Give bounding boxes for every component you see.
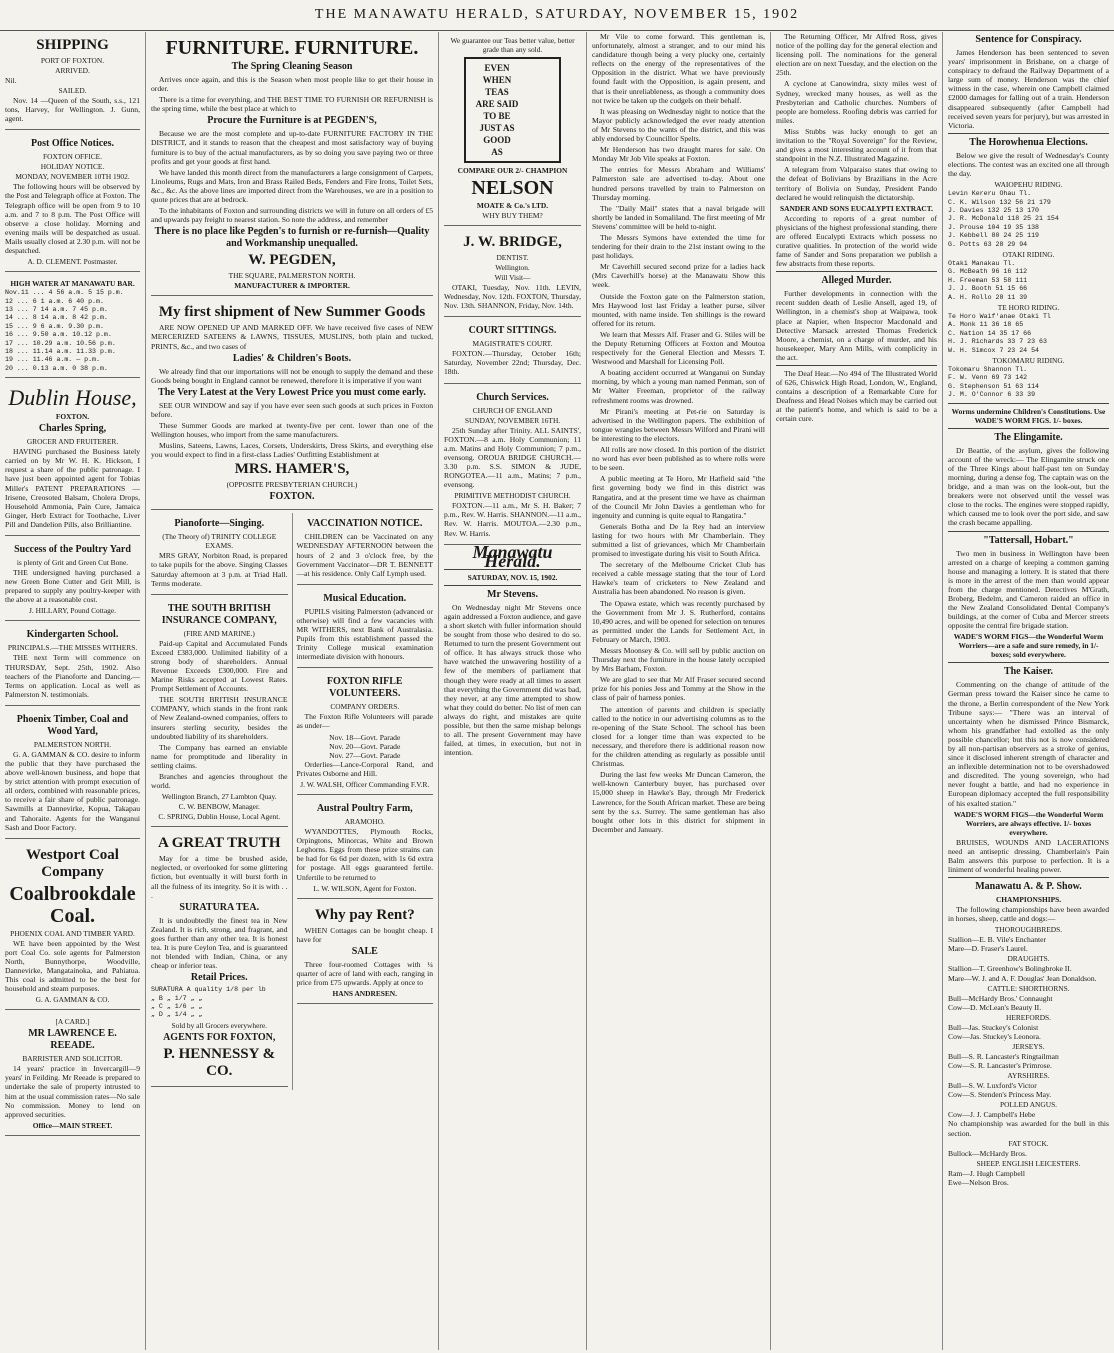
furniture-p1: Arrives once again, and this is the Season when most people like to get their house in order.: [151, 75, 433, 94]
phoenix-title: Phoenix Timber, Coal and Wood Yard,: [16, 713, 129, 737]
tide-row: 14 ... 8 14 a.m. 8 42 p.m.: [5, 314, 108, 322]
champ-row: Bull—McHardy Bros.' Connaught: [948, 993, 1053, 1003]
champ-row: JERSEYS.: [1012, 1041, 1045, 1051]
truth-title: A GREAT TRUTH: [157, 835, 281, 852]
champ-row: THOROUGHBREDS.: [994, 925, 1063, 935]
worm-ad-3: WADE'S WORM FIGS—the Wonderful Worm Worriers, are always effective. 1/- boxes everywhere.: [953, 809, 1104, 837]
champ-intro: The following championships have been awarded in horses, sheep, cattle and dogs:—: [948, 905, 1109, 924]
hamer-boots: Ladies' & Children's Boots.: [232, 352, 352, 364]
divider: [948, 662, 1109, 663]
bridge-body: OTAKI, Tuesday, Nov. 11th. LEVIN, Wednesday, Nov. 12th. FOXTON, Thursday, Nov. 13th. SHANNON, Friday, Nov. 14th.: [444, 283, 581, 311]
reeade-trade: BARRISTER AND SOLICITOR.: [22, 1054, 123, 1064]
reeade-body: 14 years' practice in Invercargill—9 years' in Feilding. Mr Reeade is prepared to undertake the sale of property intrusted to him at the usual commission rates—No sale No commission. Money to lend on approved securities.: [5, 1064, 140, 1119]
rent-sign: HANS ANDRESEN.: [332, 989, 397, 999]
rifle-orders-label: COMPANY ORDERS.: [330, 702, 400, 712]
sanders-title: SANDER AND SONS EUCALYPTI EXTRACT.: [780, 203, 933, 213]
cyclone-item: A cyclone at Canowindra, sixty miles west of Sydney, wrecked many houses, as well as the Presbyterian and Catholic churches. Numbers of people are homeless. Roofing debris was carried for miles.: [776, 79, 937, 125]
tide-row: 16 ... 9.50 a.m. 10.12 p.m.: [5, 331, 112, 339]
elingamite-title: The Elingamite.: [994, 431, 1063, 443]
insurance-body: Paid-up Capital and Accumulated Funds Exceed £383,000. Unlimited liability of a strong body of shareholders. Annual Revenue Exceeds £300,000. Fire and Marine Risks accepted at Lowest Rates. Prompt Settlement of Accounts.: [151, 638, 288, 694]
bridge-place: Wellington.: [495, 263, 530, 272]
pegden-trade: MANUFACTURER & IMPORTER.: [234, 281, 350, 291]
insurance-p2: THE SOUTH BRITISH INSURANCE COMPANY, which stands in the front rank of New Zealand-owned companies, offers to insurers sterling security, besides the undoubted liability of its shareholders.: [151, 695, 288, 741]
court-sub: MAGISTRATE'S COURT.: [472, 339, 553, 349]
rifle-body: The Foxton Rifle Volunteers will parade as under—: [296, 712, 433, 731]
dentist-ad: [444, 229, 581, 317]
agents-name: P. HENNESSY & CO.: [163, 1045, 276, 1079]
westport-sub: PHOENIX COAL AND TIMBER YARD.: [10, 928, 135, 938]
methodist-body: FOXTON.—11 a.m., Mr S. H. Baker; 7 p.m., Rev. W. Harris. SHANNON.—11 a.m., Rev. W. Harris. MOUTOA.—2.30 p.m., Rev. W. Harris.: [444, 501, 581, 538]
westport-sign: G. A. GAMMAN & CO.: [35, 995, 110, 1005]
news-item: The "Daily Mail" states that a naval brigade will shortly be landed in Somaliland. The first meeting of Mr Stevens' committee will be held to-night.: [592, 203, 765, 231]
tattersall-body: Two men in business in Wellington have been arrested on a charge of keeping a common gaming house and managing a lottery. It is stated that there is more in the arrest of the men than would appear from the charge mentioned. Detectives M'Grath, Broberg, Bedelm, and Cameron raided an office in the New Zealand Consolidated Dental Company's buildings, at the corner of Cuba and Mercer streets opposite the central fire brigade station.: [948, 548, 1109, 631]
hamer-place: FOXTON.: [269, 491, 315, 503]
leader-body: On Wednesday night Mr Stevens once again addressed a Foxton audience, and gave a short sketch with fuller information should be sought from those who desired to do so. Returned to turn the present Government out of office. It has always struck those who have watched the unwavering hostility of a few of the members of parliament that though they were ready at all times to assert that everything the Government did was bad, they never, at any time attempted to show what they could do better. No list of men can always do right, and mistakes are quite possible, but then the same mishap belongs to all. The present Government may have failed, at times, in execution, but not in intention.: [444, 602, 581, 758]
election-row: A. H. Rollo 28 11 39: [948, 293, 1028, 301]
election-row: H. J. Richards 33 7 23 63: [948, 338, 1047, 346]
tide-row: 15 ... 9 6 a.m. 9.30 p.m.: [5, 322, 104, 330]
news-item: The Opawa estate, which was recently purchased by the Government from Mr J. S. Rutherford, contains 10,490 acres, and will be opened for selection on tenures as permitted under the Lands for Settlement Act, in February or March, 1903.: [592, 598, 765, 644]
church-body: 25th Sunday after Trinity. ALL SAINTS', FOXTON.—8 a.m. Holy Communion; 11 a.m. Matins and Holy Communion; 7 p.m., evensong. OROUA BRIDGE CHURCH.—3.30 p.m. S.S. SIMON & JUDE, RONGOTEA.—11 a.m., Matins; 7 p.m., evensong.: [444, 425, 581, 490]
westport-body: WE have been appointed by the West port Coal Co. sole agents for Palmerston North, Bunnythorpe, Woodville, Dannevirke, Mangatainoka, and Pahiatua. This coal is admitted to be the best for household and steam purposes.: [5, 938, 140, 994]
divider: [948, 531, 1109, 532]
election-row: C. K. Wilson 132 56 21 179: [948, 198, 1051, 206]
furniture-p3: Because we are the most complete and up-to-date FURNITURE FACTORY IN THE DISTRICT, and it stands to reason that the cheapest and most satisfactory way of buying furniture is to buy of the actual manufacturers, as by so doing you save paying two or three profits and get your goods at first hand.: [151, 129, 433, 166]
church-services: [444, 387, 581, 545]
election-row: W. H. Simcox 7 23 24 54: [948, 346, 1040, 354]
poultry-farm-ad: [297, 798, 434, 899]
music-title: Musical Education.: [323, 592, 407, 604]
furniture-p4: We have landed this month direct from the manufacturers a large consignment of Carpets, Linoleums, Rugs and Mats, Iron and Brass Railed Beds, Fenders and Fire Irons, Toilet Sets, &c., &c. As the above lines are imported direct from the Warehouses, we are in a position to quote prices that are at bedrock.: [151, 167, 433, 205]
tide-row: 17 ... 10.29 a.m. 10.56 p.m.: [5, 339, 116, 347]
reeade-office: Office—MAIN STREET.: [32, 1120, 113, 1130]
nelson-word: EVEN: [484, 63, 510, 73]
nelson-name: NELSON: [471, 177, 554, 199]
piano-sub: (The Theory of) TRINITY COLLEGE EXAMS.: [162, 532, 277, 551]
westport-title: Westport Coal Company: [26, 846, 119, 880]
divider: [948, 403, 1109, 404]
card-label: [A CARD.]: [55, 1017, 90, 1027]
tide-row: 19 ... 11.46 a.m. — p.m.: [5, 356, 100, 364]
murder-body: Further developments in connection with the recent sudden death of Leslie Ansell, aged 19, of Wellington, in a chemist's shop at Waipawa, took place at Napier, when Inspector Macdonald and Detective Marsack arrested Thomas Frederick Moore, a chemist, on a charge of murder, and his housekeeper, Mary Ann Mills, with complicity in the act.: [776, 289, 937, 362]
champ-row: Cow—S. Stenden's Princess May.: [948, 1090, 1052, 1100]
kinder-principals: PRINCIPALS.—THE MISSES WITHERS.: [7, 643, 138, 653]
conspiracy-title: Sentence for Conspiracy.: [975, 34, 1082, 45]
worm-ad-2: WADE'S WORM FIGS—the Wonderful Worm Worriers—are a safe and sure remedy, in 1/- boxes; sold everywhere.: [953, 632, 1104, 660]
retail-sold: Sold by all Grocers everywhere.: [171, 1020, 267, 1030]
election-row: G. Potts 63 28 29 94: [948, 240, 1028, 248]
nelson-word: AS: [491, 147, 503, 157]
news-item: It was pleasing on Wednesday night to notice that the Mayor publicly acknowledged the ever ready attention of Mr Stevens to the wants of the district, and this was ably endorsed by Councillor Spelts.: [592, 106, 765, 144]
post-sign: A. D. CLEMENT. Postmaster.: [27, 257, 118, 267]
election-row: J. Davies 132 25 13 170: [948, 206, 1040, 214]
champ-row: FAT STOCK.: [1008, 1138, 1049, 1148]
shipping-port: PORT OF FOXTON.: [40, 56, 105, 65]
champ-row: Cow—J. J. Campbell's Hebe: [948, 1110, 1036, 1120]
church-date: SUNDAY, NOVEMBER 16TH.: [464, 415, 561, 425]
rent-ad: [297, 902, 434, 1004]
deaf-item: The Deaf Hear.—No 494 of The Illustrated World of 626, Chiswick High Road, London, W., England, contains a description of a Remarkable Cure for Deafness and Head Noises which may be carried out at the patient's home, and which is said to be a certain cure.: [776, 369, 937, 424]
music-ad: [297, 588, 434, 669]
church-sub: CHURCH OF ENGLAND: [472, 405, 553, 415]
column-4: [586, 32, 770, 1350]
nelson-word: WHEN: [482, 75, 512, 85]
column-2-right: [292, 513, 434, 1090]
election-header: Otaki Manakau Tl.: [948, 259, 1016, 267]
kaiser-body: Commenting on the change of attitude of the German press toward the Kaiser since he came to the throne, a Berlin correspondent of the New York Tribune says:— "There was an interval of uncertainty when he dismissed Prince Bismarck, whom his grandfather had extolled as the only possible chancellor; but this not is now considered by all non-partisan observers as a stroke of genius, since it disclosed inherent strength of character and an inflexible determination not to be overshadowed and discredited. The young sovereign, who had never fought a battle, and had no experience in European diplomacy accepted the full responsibility of his exalted station.": [948, 680, 1109, 808]
champ-row: No championship was awarded for the bull in this section.: [948, 1119, 1109, 1138]
hamer-latest: The Very Latest at the Very Lowest Price you must come early.: [158, 386, 426, 398]
poultry-farm-place: ARAMOHO.: [344, 817, 385, 827]
kinder-body: THE next Term will commence on THURSDAY, Sept. 25th, 1902. Also teachers of the Pianoforte and Dancing.—Terms on application. Local as well as Palmerston N. testimonials.: [5, 653, 140, 699]
champ-row: Mare—D. Fraser's Laurel.: [948, 944, 1028, 954]
champ-row: Bull—S. W. Luxford's Victor: [948, 1081, 1037, 1091]
methodist-title: PRIMITIVE METHODIST CHURCH.: [454, 491, 571, 501]
divider: [948, 877, 1109, 878]
post-office: FOXTON OFFICE.: [43, 152, 102, 162]
pegden-name: W. PEGDEN,: [248, 252, 336, 269]
poultry-body: THE undersigned having purchased a new Green Bone Cutter and Grit Mill, is prepared to supply any poultry-keeper with the above at a reasonable cost.: [5, 568, 140, 605]
conspiracy-body: James Henderson has been sentenced to seven years' imprisonment in Brisbane, on a charge of conspiracy to defraud the Railway Department of a large sum of money. Henderson was the chief witness in the case, wherein one Campbell claimed £2000 damages for falling out of a train. Henderson disappeared subsequently (after Campbell had received seven years for perjury), but was arrested in Victoria.: [948, 48, 1109, 130]
otaki-label: OTAKI RIDING.: [1002, 249, 1055, 259]
herald-title: Manawatu Herald.: [472, 541, 553, 571]
furniture-p2: There is a time for everything, and THE BEST TIME TO FURNISH OR REFURNISH is the spring time, while the best place at which to: [151, 95, 433, 114]
post-body: The following hours will be observed by the Post and Telegraph office at Foxton. The Telegraph office will be open from 9 to 10 a.m. and 7 to 8 p.m. The Post Office will observe a close holiday. Morning and evening mails will be despatched as usual. Mails usually closed at 2.30 p.m. will not be despatched.: [5, 182, 140, 256]
hamer-p4: These Summer Goods are marked at twenty-five per cent. lower than one of the Wellington houses, who import from the same manufacturers.: [151, 420, 433, 440]
hamer-opp: (OPPOSITE PRESBYTERIAN CHURCH.): [226, 480, 358, 490]
champ-row: Cow—D. McLean's Beauty II.: [948, 1002, 1042, 1012]
news-item: During the last few weeks Mr Duncan Cameron, the well-known Canterbury buyer, has purchased over 15,000 sheep in Hawke's Bay, through Mr Frederick Lawrence, for the South African market. These are being sent by the s.s. Surrey. The same gentleman has also bought other lots in this district for shipment in December and January.: [592, 770, 765, 834]
shipping-sailed: SAILED.: [58, 86, 87, 96]
champ-row: CATTLE: SHORTHORNS.: [987, 983, 1070, 993]
champ-row: Ram—J. Hugh Campbell: [948, 1168, 1025, 1178]
divider: [776, 365, 937, 366]
election-row: F. W. Venn 69 73 142: [948, 374, 1028, 382]
shipping-nil: Nil.: [5, 76, 17, 85]
news-item: Mr Pirani's meeting at Pet-rie on Saturday is advertised in the Wellington papers. The exhibition of tongue wrangles between Messrs Wilford and Pirani will be interesting to the electors.: [592, 406, 765, 443]
tide-row: Nov.11 ... 4 56 a.m. 5 15 p.m.: [5, 289, 124, 297]
kinder-title: Kindergarten School.: [26, 629, 119, 641]
court-sittings: [444, 320, 581, 383]
rent-title: Why pay Rent?: [314, 906, 415, 923]
news-item: The entries for Messrs Abraham and Williams' Palmerston sale are advertised to-day. About one hundred persons travelled by train to Palmerston on Thursday morning.: [592, 165, 765, 202]
news-item: Messrs Moonsey & Co. will sell by public auction on Thursday next the furniture in the house lately occupied by Mrs Barham, Foxton.: [592, 646, 765, 674]
insurance-title: THE SOUTH BRITISH INSURANCE COMPANY,: [161, 602, 277, 626]
hamer-ad: [151, 299, 433, 510]
coalbrookdale: Coalbrookdale Coal.: [9, 882, 136, 927]
insurance-branch: Wellington Branch, 27 Lambton Quay.: [161, 792, 277, 802]
furniture-p5: To the inhabitants of Foxton and surrounding districts we will in future on all orders of £5 and upwards pay freight to nearest station. So note the address, and remember: [151, 206, 433, 225]
news-item: Outside the Foxton gate on the Palmerston station, Mrs Haywood lost last Friday a leather purse, silver mounted, with name inside. Ten shillings is the reward offered for its return.: [592, 291, 765, 328]
masthead: THE MANAWATU HERALD, SATURDAY, NOVEMBER 15, 1902: [0, 0, 1114, 31]
court-title: COURT SITTINGS.: [468, 325, 557, 337]
news-item: Generals Botha and De la Rey had an interview lasting for two hours with Mr Chamberlain. They submitted a list of grievances, which Mr Chamberlain promised to investigate during his visit to South Africa.: [592, 521, 765, 559]
worm-ad: Worms undermine Children's Constitutions. Use WADE'S WORM FIGS. 1/- boxes.: [951, 406, 1106, 425]
rifle-row: Nov. 20—Govt. Parade: [329, 741, 401, 751]
bridge-trade: DENTIST.: [496, 253, 529, 262]
rifle-orders: [297, 671, 434, 795]
champ-row: Mare—W. J. and A. F. Douglas' Jean Donaldson.: [948, 973, 1097, 983]
election-row: J. R. McDonald 118 25 21 154: [948, 215, 1059, 223]
poultry-farm-title: Austral Poultry Farm,: [316, 803, 413, 815]
rent-p2: Three four-roomed Cottages with ¼ quarter of acre of land with each, ranging in price from £75 upwards. Apply at once to: [296, 959, 433, 987]
furniture-procure: Procure the Furniture is at PEGDEN'S,: [207, 115, 377, 127]
kindergarten-ad: [5, 624, 140, 705]
show-title: Manawatu A. & P. Show.: [975, 881, 1082, 893]
news-item: Mr Caverhill secured second prize for a ladies hack (Mrs Caverhill's horse) at the Manawatu Show this week.: [592, 262, 765, 290]
rifle-row: Nov. 27—Govt. Parade: [329, 750, 401, 760]
champ-row: Bull—Jas. Stuckey's Colonist: [948, 1022, 1039, 1032]
news-item: The secretary of the Melbourne Cricket Club has received a cable message stating that the tour of Lord Hawke's team of cricketers to New Zealand and Australia has been abandoned. No reason is given.: [592, 560, 765, 597]
column-6: [942, 32, 1114, 1350]
vacc-body: CHILDREN can be Vaccinated on any WEDNESDAY AFTERNOON between the hours of 2 and 3 o'clock free, by the Government Vaccinator—DR T. BENNETT—at his residence. Only Calf Lymph used.: [296, 532, 433, 578]
rent-body: WHEN Cottages can be bought cheap. I have for: [296, 925, 433, 944]
post-office-notice: [5, 133, 140, 272]
returning-officer: The Returning Officer, Mr Alfred Ross, gives notice of the polling day for the general election and licensing poll. The nominations for the general election are on next Tuesday, and the election on the 25th.: [776, 32, 937, 78]
election-row: A. Monk 11 36 18 65: [948, 321, 1024, 329]
nelson-left: [469, 62, 525, 158]
tehoro-label: TE HORO RIDING.: [997, 303, 1060, 312]
tide-row: 12 ... 6 1 a.m. 6 40 p.m.: [5, 297, 104, 305]
phoenix-body: G. A. GAMMAN & CO. desire to inform the public that they have purchased the above well-known business, and hope that by strict attention with prompt execution of all orders, combined with reasonable prices, to receive a fair share of public patronage. Sawmills at Dannevirke, Kopua, Takapau and Tahoraite. Agents for the Wanganui Sash and Door Factory.: [5, 749, 140, 832]
music-body: PUPILS visiting Palmerston (advanced or otherwise) will find a few vacancies with MR WITHERS, next Bank of Australasia. Pupils from this establishment passed the Trinity College musical examination intermediate division with honours.: [296, 606, 433, 662]
hamer-title: My first shipment of New Summer Goods: [158, 304, 426, 321]
shipping-entry: Nov. 14 —Queen of the South, s.s., 121 tons, Harvey, for Wellington. J. Gunn, agent.: [5, 96, 140, 124]
nelson-word: JUST AS GOOD: [479, 123, 515, 145]
insurance-agent: C. SPRING, Dublin House, Local Agent.: [158, 812, 281, 822]
election-row: G. McBeath 96 16 112: [948, 268, 1028, 276]
news-item: The Messrs Symons have extended the time for tendering for their drain to the 21st instant owing to the past holidays.: [592, 232, 765, 261]
bridge-title: J. W. BRIDGE,: [463, 234, 562, 250]
champ-row: Bullock—McHardy Bros.: [948, 1148, 1027, 1158]
spring-body: HAVING purchased the Business lately carried on by Mr W. H. K. Hickson, I request a share of the public patronage. I have just been appointed agent for Tobias Miller's PATENT PREPARATIONS — Irisene, Creosoted Balsam, Cholera Drops, Household Ammonia, Pain Cure, Jamaica Ginger, Herb Extract for Toothache, Liver Pill and Dandelion Pills, also Brilliantine.: [5, 447, 140, 529]
rifle-sign: J. W. WALSH, Officer Commanding F.V.R.: [300, 780, 430, 790]
suratura-body: It is undoubtedly the finest tea in New Zealand. It is rich, strong, and fragrant, and goes further than any other tea. It is honest tea. It is pure Ceylon Tea, and is guaranteed not blended with Indian, China, or any cheap or inferior teas.: [151, 915, 288, 971]
tide-table: [5, 275, 140, 378]
horo-title: The Horowhenua Elections.: [969, 136, 1088, 148]
dublin-house-ad: [5, 381, 140, 536]
rifle-title: FOXTON RIFLE VOLUNTEERS.: [326, 676, 403, 700]
reeade-name: MR LAWRENCE E. REEADE.: [28, 1028, 117, 1052]
champ-row: POLLED ANGUS.: [999, 1100, 1058, 1110]
spring-trade: GROCER AND FRUITERER.: [26, 437, 119, 447]
rifle-orderlies: Orderlies—Lance-Corporal Rand, and Privates Osborne and Hill.: [296, 759, 433, 778]
horo-intro: Below we give the result of Wednesday's County elections. The contest was an excited one all through the day.: [948, 150, 1109, 179]
hamer-p1: ARE NOW OPENED UP AND MARKED OFF. We have received five cases of NEW MERCERIZED SATEENS & LAWNS, TISSUES, MUSLINS, both plain and tucked, PRINTS, &c., and two cases of: [151, 323, 433, 351]
dublin-title: Dublin House,: [8, 385, 137, 411]
champ-row: Stallion—T. Greenhow's Bolingbroke II.: [948, 964, 1072, 974]
news-item: A public meeting at Te Horo, Mr Hatfield said "the first governing body we find in this district was Rangatira, and at the present time we have as chairman of the Council Mr John Davies a gentleman who for ingenuity and cunning is quite equal to Rangatira.": [592, 474, 765, 520]
champ-row: AYRSHIRES.: [1007, 1071, 1050, 1081]
retail-row: „ B „ 1/7 „ „: [151, 994, 203, 1002]
champ-row: Ewe—Nelson Bros.: [948, 1177, 1009, 1187]
column-2-split: [151, 513, 433, 1090]
champ-row: Cow—S. R. Lancaster's Primrose.: [948, 1061, 1052, 1071]
church-title: Church Services.: [476, 391, 549, 403]
election-header: Levin Kereru Ohau Tl.: [948, 190, 1032, 198]
divider: [948, 428, 1109, 429]
champ-row: DRAUGHTS.: [1007, 954, 1050, 964]
news-item: Mr Henderson has two draught mares for sale. On Monday Mr Job Vile speaks at Foxton.: [592, 145, 765, 164]
shipping-title: SHIPPING: [36, 37, 109, 53]
stubbs-item: Miss Stubbs was lucky enough to get an invitation to the "Royal Sovereign" for the Review, and gives a most interesting account of it from that standpoint in the N.Z. Illustrated Magazine.: [776, 126, 937, 164]
poultry-title: Success of the Poultry Yard: [14, 544, 131, 556]
phoenix-timber-ad: [5, 709, 140, 839]
news-item: The attention of parents and children is specially called to the notice in our advertising columns as to the re-opening of the State School. The school has been closed for a longer time than was expected to be necessary, and therefore there is additional reason now for the children attending as regularly as possible until Christmas.: [592, 704, 765, 769]
rifle-row: Nov. 18—Govt. Parade: [329, 732, 401, 742]
nelson-word: ARE SAID: [475, 99, 519, 109]
hamer-p2: We already find that our importations will not be enough to supply the demand and these Goods being bought in England cannot be renewed, therefore it is imperative if you want: [151, 366, 433, 385]
news-intro: Mr Vile to come forward. This gentleman is, unfortunately, almost a stranger, and to our mind his candidature though being a very plucky one, certainly reflects on the energy of the representatives of the Opposition in the district. What we have previously found fault with the Opposition, is again present, and that is their unreliableness, as though a community does not twice be taken up the cudgels on their behalf.: [592, 32, 765, 105]
leader-title: Mr Stevens.: [487, 588, 538, 600]
retail-row: „ C „ 1/6 „ „: [151, 1003, 203, 1011]
tide-row: 18 ... 11.14 a.m. 11.33 p.m.: [5, 347, 116, 355]
telegram-item: A telegram from Valparaiso states that owing to the defeat of Bolivians by Brazilians in the Acre territory of Bolivia on Sunday, President Pando declared he would relinquish the dictatorship.: [776, 165, 937, 202]
tokomaru-label: TOKOMARU RIDING.: [992, 356, 1065, 366]
reeade-card: [5, 1013, 140, 1136]
agents-label: AGENTS FOR FOXTON,: [163, 1031, 276, 1043]
sanders-body: According to reports of a great number of physicians of the highest professional standing, there are offered Eucalypti Extracts which possess no curative qualities. In protection of the world wide fame of Sander and Sons preparation we publish a few abstracts from these reports.: [776, 213, 937, 269]
insurance-p4: Branches and agencies throughout the world.: [151, 772, 288, 791]
column-2-left: [151, 513, 292, 1090]
furniture-season: The Spring Cleaning Season: [231, 61, 353, 72]
election-header: Te Horo Waif'anae Otaki Tl: [948, 313, 1051, 320]
nelson-word: TO BE: [483, 111, 511, 121]
column-3: [438, 32, 586, 1350]
poultry-sub: is plenty of Grit and Green Cut Bone.: [16, 558, 129, 568]
tide-title: HIGH WATER AT MANAWATU BAR.: [10, 279, 135, 289]
champ-title: CHAMPIONSHIPS.: [995, 895, 1062, 905]
suratura-title: SURATURA TEA.: [179, 901, 260, 913]
champ-row: Stallion—E. B. Vile's Enchanter: [948, 935, 1046, 945]
nelson-box: [464, 57, 561, 163]
insurance-sub: (FIRE AND MARINE.): [183, 628, 255, 638]
poultry-farm-body: WYANDOTTES, Plymouth Rocks, Orpingtons, Minorcas, White and Brown Leghorns. Eggs from these prize strains can be had for 6s 6d per dozen, with 1s 6d extra for postage. All eggs guaranteed fertile. Unfertile to be returned to: [296, 827, 433, 882]
rent-sale: SALE: [351, 945, 378, 957]
truth-ad: [151, 830, 288, 1087]
insurance-p3: The Company has earned an enviable name for promptitude and liberality in settling claims.: [151, 742, 288, 770]
champ-row: HEREFORDS.: [1006, 1012, 1051, 1022]
post-date: MONDAY, NOVEMBER 10TH 1902.: [15, 172, 130, 182]
election-row: H. Freeman 53 58 111: [948, 276, 1028, 284]
election-row: J. Prouse 104 19 35 138: [948, 223, 1040, 231]
bridge-visit: Will Visit—: [494, 273, 531, 282]
vaccination-notice: [297, 513, 434, 584]
wounds-ad: BRUISES, WOUNDS AND LACERATIONS need an antiseptic dressing. Chamberlain's Pain Balm answers this purpose to perfection. It is a liniment of wonderful healing power.: [948, 837, 1109, 874]
pegden-addr: THE SQUARE, PALMERSTON NORTH.: [228, 271, 356, 281]
tide-row: 20 ... 0.13 a.m. 0 38 p.m.: [5, 364, 108, 372]
hamer-p5: Muslins, Sateens, Lawns, Laces, Corsets, Underskirts, Dress Skirts, and everything else you would expect to find in a first-class Ladies' Outfitting Establishment at: [151, 441, 433, 460]
nelson-word: TEAS: [485, 87, 509, 97]
elingamite-body: Dr Beattie, of the asylum, gives the following account of the wreck:— The Elingamite struck one of the Three Kings about half-past ten on Sunday morning, during a dense fog. The captain was on the bridge, and a man was on the look-out, but the breakers were not observed until the vessel was close to the rocks. The engines were stopped rapidly, which caused me to look over the port side, and saw the crash became appalling.: [948, 445, 1109, 528]
retail-row: SURATURA A quality 1/8 per lb: [151, 986, 266, 994]
insurance-sign: C. W. BENBOW, Manager.: [178, 802, 260, 812]
nelson-why: WHY BUY THEM?: [482, 211, 543, 220]
champ-row: Cow—Jas. Stuckey's Leonora.: [948, 1031, 1041, 1041]
tide-row: 13 ... 7 14 a.m. 7 45 p.m.: [5, 305, 108, 313]
furniture-title: FURNITURE. FURNITURE.: [165, 37, 419, 59]
westport-coal-ad: [5, 842, 140, 1011]
piano-title: Pianoforte—Singing.: [174, 518, 265, 530]
news-item: A boating accident occurred at Wanganui on Sunday morning, by which a young man named Penman, son of Mr Walter Freeman, proprietor of the railway refreshment rooms was drowned.: [592, 368, 765, 405]
furniture-ad: [151, 32, 433, 296]
vacc-title: VACCINATION NOTICE.: [307, 518, 423, 530]
nelson-tea-ad: [444, 32, 581, 226]
divider: [948, 133, 1109, 134]
poultry-sign: J. HILLARY, Pound Cottage.: [29, 606, 116, 616]
insurance-ad: [151, 598, 288, 828]
murder-title: Alleged Murder.: [821, 275, 892, 287]
furniture-tag: There is no place like Pegden's to furnish or re-furnish—Quality and Workmanship unequalled.: [154, 226, 430, 250]
divider: [776, 271, 937, 272]
nelson-compare: COMPARE OUR 2/- CHAMPION: [457, 166, 568, 175]
piano-ad: [151, 513, 288, 594]
truth-body: May for a time be brushed aside, neglected, or overlooked for some glittering fiction, but eventually it will burst forth in all the fulness of its integrity. So it is with . . .: [151, 854, 288, 900]
herald-date: SATURDAY, NOV. 15, 1902.: [467, 572, 558, 582]
hamer-p3: SEE OUR WINDOW and say if you have ever seen such goods at such prices in Foxton before.: [151, 400, 433, 419]
date-rule: [444, 585, 581, 586]
post-title: Post Office Notices.: [30, 138, 115, 150]
hamer-name: MRS. HAMER'S,: [234, 461, 350, 478]
court-body: FOXTON.—Thursday, October 16th; Saturday, November 22nd; Thursday, Dec. 18th.: [444, 349, 581, 377]
phoenix-place: PALMERSTON NORTH.: [33, 739, 112, 749]
column-5: [770, 32, 942, 1350]
nelson-firm: MOATE & Co.'s LTD.: [476, 201, 549, 210]
shipping-notice: [5, 32, 140, 130]
election-row: G. Stephenson 51 63 114: [948, 382, 1040, 390]
spring-name: Charles Spring,: [38, 423, 107, 435]
column-1: [0, 32, 145, 1350]
poultry-yard-ad: [5, 539, 140, 621]
champ-row: Bull—S. R. Lancaster's Ringtailman: [948, 1051, 1059, 1061]
nelson-offer: We guarantee our Teas better value, better grade than any sold.: [450, 36, 575, 54]
election-row: J. M. O'Connor 6 33 39: [948, 391, 1036, 399]
poultry-farm-sign: L. W. WILSON, Agent for Foxton.: [313, 883, 417, 893]
news-item: All rolls are now closed. In this portion of the district no word has ever been published as to where rolls were to be seen.: [592, 445, 765, 473]
election-header: Tokomaru Shannon Tl.: [948, 366, 1028, 374]
news-item: We learn that Messrs Alf. Fraser and G. Stiles will be the Deputy Returning Officers at Foxton and Moutoa respectively for the General Election and Messrs T. Westwood and Marshall for Licensing Poll.: [592, 329, 765, 367]
dublin-place: FOXTON.: [55, 412, 90, 422]
waiopehu-label: WAIOPEHU RIDING.: [994, 180, 1063, 190]
piano-body: MRS GRAY, Norbiton Road, is prepared to take pupils for the above. Singing Classes Saturday afternoon at 3 p.m. at Triad Hall. Terms moderate.: [151, 551, 288, 588]
column-2: [145, 32, 438, 1350]
retail-title: Retail Prices.: [190, 972, 248, 984]
shipping-arrived: ARRIVED.: [55, 66, 90, 75]
kaiser-title: The Kaiser.: [1003, 666, 1054, 678]
tattersall-title: "Tattersall, Hobart.": [983, 534, 1074, 546]
retail-row: „ D „ 1/4 „ „: [151, 1011, 203, 1019]
post-holiday: HOLIDAY NOTICE.: [40, 162, 105, 172]
election-row: C. Nation 14 35 17 66: [948, 329, 1032, 337]
news-item: We are glad to see that Mr Alf Fraser secured second prize for his ponies Jess and Tommy at the Show in the class of pair of harness ponies.: [592, 675, 765, 703]
election-row: J. J. Booth 51 15 66: [948, 285, 1028, 293]
champ-row: SHEEP. ENGLISH LEICESTERS.: [976, 1158, 1081, 1168]
election-row: J. Kebbell 80 24 25 119: [948, 232, 1040, 240]
